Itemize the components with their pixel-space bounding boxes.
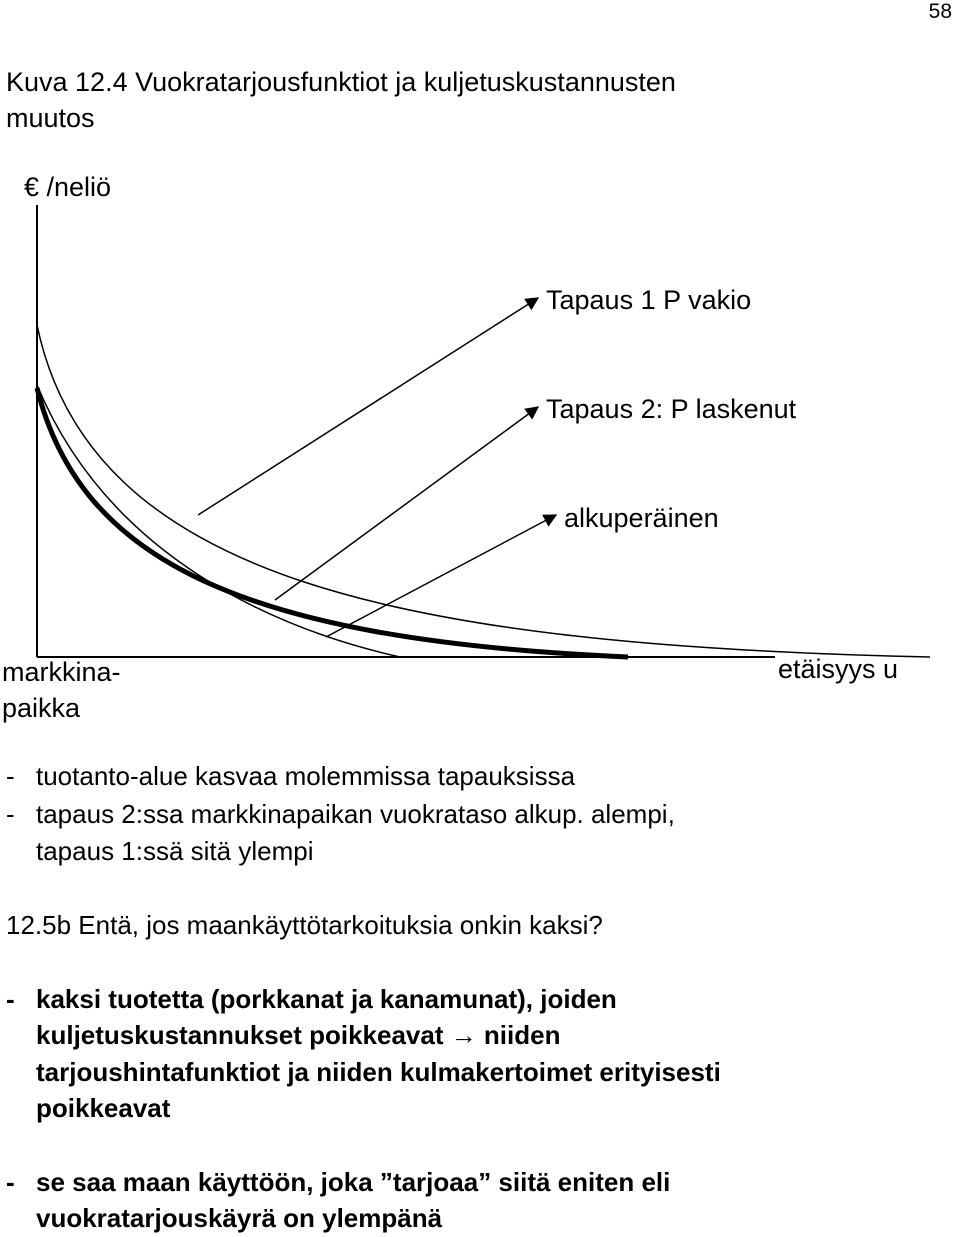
- section-heading: 12.5b Entä, jos maankäyttötarkoituksia onkin kaksi?: [6, 910, 603, 940]
- arrow-alkuperainen: [326, 515, 556, 637]
- curve-tapaus-1: [37, 325, 930, 657]
- origin-label: [2, 654, 121, 726]
- arrow-tapaus-2: [275, 407, 538, 600]
- bullet-line: kaksi tuotetta (porkkanat ja kanamunat), joiden: [36, 984, 617, 1014]
- label-tapaus-2: Tapaus 2: P laskenut: [546, 394, 797, 424]
- origin-label-line-1: markkina-: [2, 657, 121, 687]
- bullet-line: poikkeavat: [36, 1093, 171, 1123]
- bullet-line: tapaus 2:ssa markkinapaikan vuokrataso alkup. alempi,: [36, 799, 675, 829]
- label-alkuperainen: alkuperäinen: [564, 503, 719, 533]
- arrow-tapaus-1: [198, 298, 538, 515]
- title-line-2: muutos: [6, 103, 95, 133]
- bullet-line: tarjoushintafunktiot ja niiden kulmakertoimet erityisesti: [36, 1057, 721, 1087]
- y-axis-label: € /neliö: [24, 172, 112, 202]
- origin-label-line-2: paikka: [2, 693, 81, 723]
- curve-alkuperainen: [37, 385, 400, 657]
- bullet-line: vuokratarjouskäyrä on ylempänä: [36, 1203, 443, 1233]
- bullet-line: tuotanto-alue kasvaa molemmissa tapauksissa: [36, 761, 576, 791]
- page-number: 58: [928, 0, 952, 23]
- bullet-line: tapaus 1:ssä sitä ylempi: [36, 836, 314, 866]
- title-line-1: Kuva 12.4 Vuokratarjousfunktiot ja kuljetuskustannusten: [6, 67, 676, 97]
- label-tapaus-1: Tapaus 1 P vakio: [546, 285, 752, 315]
- bullet-line: se saa maan käyttöön, joka ”tarjoaa” siitä eniten eli: [36, 1167, 671, 1197]
- bullet-line: kuljetuskustannukset poikkeavat → niiden: [36, 1020, 561, 1050]
- x-axis-label: etäisyys u: [778, 654, 899, 684]
